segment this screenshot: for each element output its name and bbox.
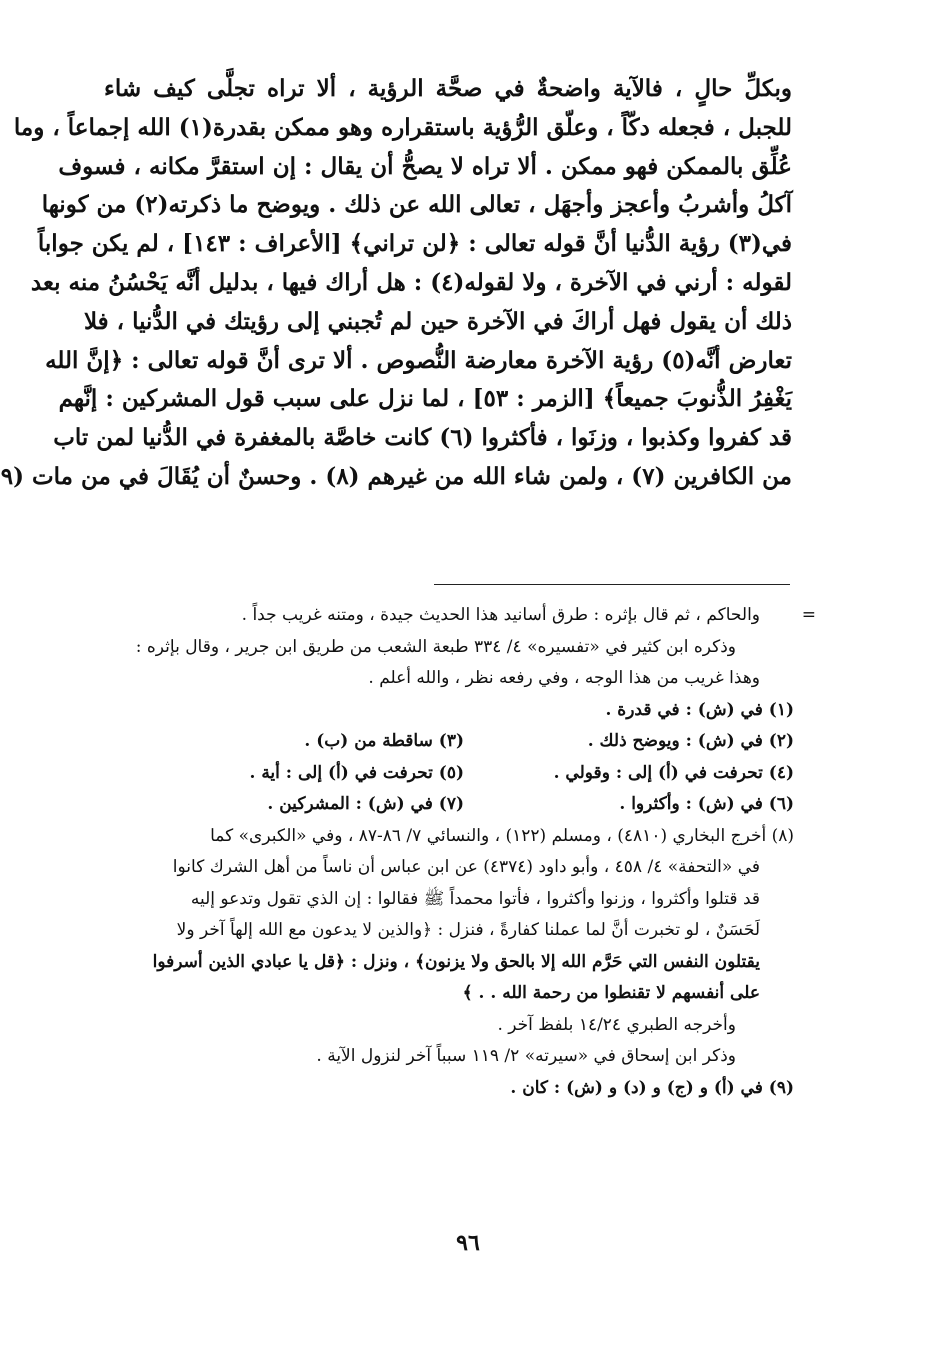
footnote-8-line: في «التحفة» ٤/ ٤٥٨ ، وأبو داود (٤٣٧٤) عن ابن عباس أن ناساً من أهل الشرك كانوا [172,857,760,877]
body-line: ذلك أن يقول فهل أراكَ في الآخرة حين لم تُجبني إلى رؤيتك في الدُّنيا ، فلا [83,307,792,335]
body-line: من الكافرين (٧) ، ولمن شاء الله من غيرهم (٨) . وحسنٌ أن يُقَالَ في من مات (٩ [0,462,792,490]
body-line: للجبل ، فجعله دكّاً ، وعلّق الرُّؤية باستقراره وهو ممكن بقدرة(١) الله إجماعاً ، وما [13,113,792,141]
footnotes-section [104,600,816,1104]
footnote-6: (٦) في (ش) : وأكثروا . [619,794,794,814]
footnote-8-line: يقتلون النفس التي حَرَّم الله إلا بالحق ولا يزنون﴾ ، ونزل : ﴿قل يا عبادي الذين أسرفوا [152,951,760,972]
body-line: وبكلِّ حالٍ ، فالآية واضحةٌ في صحَّة الرؤية ، ألا تراه تجلَّى كيف شاء [104,75,792,102]
footnote-8-line: قد قتلوا وأكثروا ، وزنوا وأكثروا ، فأتوا محمداً ﷺ فقالوا : إن الذي تقول وتدعو إليه [190,888,760,909]
continuation-mark: = [801,605,816,625]
footnote-2: (٢) في (ش) : ويوضح ذلك . [587,731,794,751]
footnote-7: (٧) في (ش) : المشركين . [267,794,464,814]
footnote-8-line: على أنفسهم لا تقنطوا من رحمة الله . . ﴾ [462,983,760,1003]
footnote-5: (٥) تحرفت في (أ) إلى : أية . [249,762,464,783]
footnote-8-line: لَحَسَنٌ ، لو تخبرت أنَّ لما عملنا كفارةً ، فنزل : ﴿والذين لا يدعون مع الله إلهاً آخر ولا [176,920,760,940]
main-body-text [0,70,792,497]
body-line: عُلِّق بالممكن فهو ممكن . ألا تراه لا يصحُّ أن يقال : إن استقرَّ مكانه ، فسوف [58,152,792,180]
footnote-3: (٣) ساقطة من (ب) . [304,731,464,751]
footnote-9: (٩) في (أ) و (ج) و (د) و (ش) : كان . [510,1077,794,1098]
page-number: ٩٦ [456,1230,480,1256]
body-line: قد كفروا وكذبوا ، وزنَوا ، فأكثروا (٦) كانت خاصَّة بالمغفرة في الدُّنيا لمن تاب [53,424,792,452]
footnote-8-extra: وأخرجه الطبري ١٤/٢٤ بلفظ آخر . [497,1014,736,1035]
footnote-continuation [104,600,816,695]
footnote-separator [434,584,790,585]
body-line: آكلُ وأشربُ وأعجز وأجهَل ، تعالى الله عن ذلك . ويوضح ما ذكرته(٢) من كونها [41,191,792,219]
continuation-line: والحاكم ، ثم قال بإثره : طرق أسانيد هذا الحديث جيدة ، ومتنه غريب جداً . [241,605,760,625]
body-line: لقوله : أرني في الآخرة ، ولا لقوله(٤) : هل أراك فيها ، بدليل أنَّه يَحْسُنُ منه بعد [30,268,792,296]
footnote-row [104,726,794,758]
body-line: في(٣) رؤية الدُّنيا أنَّ قوله تعالى : ﴿لن تراني﴾ [الأعراف : ١٤٣] ، لم يكن جواباً [37,230,792,258]
footnote-4: (٤) تحرفت في (أ) إلى : وقولي . [553,762,794,783]
continuation-line: وهذا غريب من هذا الوجه ، وفي رفعه نظر ، والله أعلم . [368,668,760,688]
footnote-8-line: (٨) أخرج البخاري (٤٨١٠) ، ومسلم (١٢٢) ، والنسائي ٧/ ٨٦-٨٧ ، وفي «الكبرى» كما [210,825,794,846]
footnote-row [104,758,794,790]
body-line: تعارض أنَّه(٥) رؤية الآخرة معارضة النُّصوص . ألا ترى أنَّ قوله تعالى : ﴿إنَّ الله [45,346,792,374]
footnote-row [104,789,794,821]
continuation-line: وذكره ابن كثير في «تفسيره» ٤/ ٣٣٤ طبعة الشعب من طريق ابن جرير ، وقال بإثره : [135,636,736,657]
footnote-1: (١) في (ش) : في قدرة . [605,699,794,720]
footnote-8-extra: وذكر ابن إسحاق في «سيرته» ٢/ ١١٩ سبباً آخر لنزول الآية . [316,1046,736,1066]
body-line: يَغْفِرُ الذُّنوبَ جميعاً﴾ [الزمر : ٥٣] ، لما نزل على سبب قول المشركين : إنَّهم [58,385,792,413]
footnote-8 [104,821,794,1073]
